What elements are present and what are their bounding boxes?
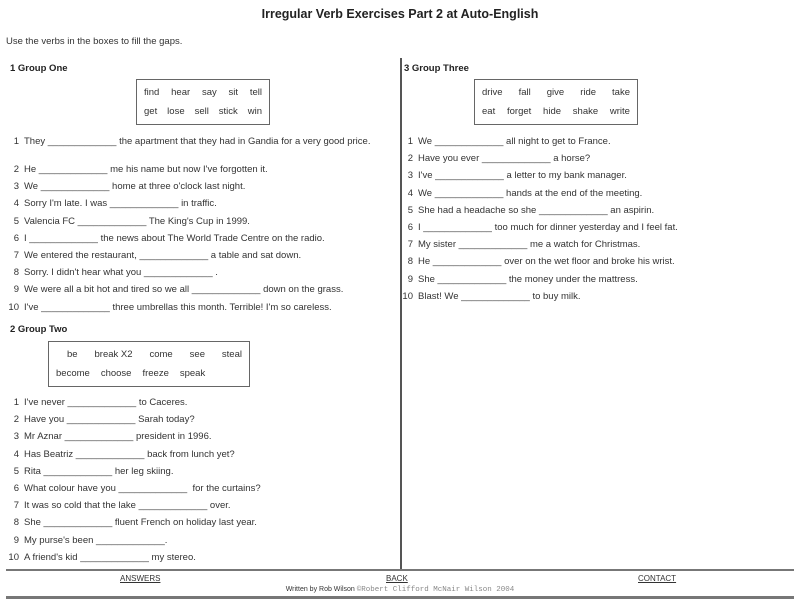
verb: forget	[506, 106, 532, 117]
group-three-section	[404, 63, 469, 74]
group-one-section	[10, 63, 68, 74]
group-three-questions	[402, 135, 792, 307]
question-text: What colour have you _____________ for the curtains?	[24, 482, 261, 494]
question-text: Sorry I'm late. I was _____________ in traffic.	[24, 198, 217, 210]
question-item	[402, 255, 792, 272]
verb: freeze	[142, 368, 169, 379]
question-text: Rita _____________ her leg skiing.	[24, 465, 174, 477]
question-number: 3	[13, 181, 19, 193]
question-number: 3	[13, 431, 19, 443]
question-text: She had a headache so she _____________ an aspirin.	[418, 204, 655, 216]
verb: eat	[482, 106, 496, 117]
question-text: They _____________ the apartment that they had in Gandia for a very good price.	[24, 136, 371, 147]
verb-row	[53, 345, 245, 364]
group-one-heading: 1 Group One	[10, 63, 68, 74]
question-number: 10	[8, 551, 19, 563]
verb: find	[144, 87, 160, 98]
group-three-verb-box	[474, 79, 638, 125]
question-number: 2	[13, 164, 19, 175]
question-number: 1	[13, 136, 19, 147]
copyright-notice: ©Robert Clifford McNair Wilson 2004	[356, 586, 515, 594]
question-item	[8, 180, 398, 197]
question-text: Mr Aznar _____________ president in 1996.	[24, 431, 212, 443]
group-two-section	[10, 324, 67, 335]
verb: hear	[171, 87, 191, 98]
question-text: We entered the restaurant, _____________ a table and sat down.	[24, 249, 302, 261]
question-item	[8, 135, 398, 163]
question-number: 5	[407, 204, 413, 216]
verb: sell	[194, 106, 209, 117]
question-text: My sister _____________ me a watch for Christmas.	[418, 239, 641, 251]
question-text: He _____________ me his name but now I've forgotten it.	[24, 164, 268, 175]
verb: tell	[249, 87, 262, 98]
question-text: We _____________ all night to get to France.	[418, 136, 611, 147]
question-item	[402, 290, 792, 307]
question-text: Sorry. I didn't hear what you _____________ .	[24, 267, 218, 279]
question-number: 2	[13, 414, 19, 426]
question-item	[8, 465, 398, 482]
contact-link[interactable]: CONTACT	[638, 574, 677, 583]
group-two-questions	[8, 396, 398, 568]
question-number: 8	[13, 517, 19, 529]
verb: stick	[218, 106, 238, 117]
footer-top-rule	[6, 569, 794, 571]
verb: get	[144, 106, 158, 117]
question-item	[8, 430, 398, 447]
question-item	[402, 238, 792, 255]
verb: shake	[572, 106, 599, 117]
question-text: I've _____________ three umbrellas this month. Terrible! I'm so careless.	[24, 301, 332, 313]
question-item	[402, 135, 792, 152]
question-item	[8, 448, 398, 465]
question-item	[8, 301, 398, 318]
question-text: My purse's been _____________.	[24, 534, 168, 546]
question-text: I _____________ the news about The World Trade Centre on the radio.	[24, 232, 325, 244]
question-text: She _____________ fluent French on holiday last year.	[24, 517, 257, 529]
question-item	[8, 534, 398, 551]
question-text: I've _____________ a letter to my bank manager.	[418, 170, 627, 182]
question-number: 3	[407, 170, 413, 182]
question-item	[8, 482, 398, 499]
verb: hide	[543, 106, 562, 117]
question-number: 4	[13, 448, 19, 460]
question-text: We _____________ hands at the end of the meeting.	[418, 187, 643, 199]
question-item	[402, 204, 792, 221]
question-number: 6	[13, 232, 19, 244]
group-two-heading: 2 Group Two	[10, 324, 68, 335]
verb: see	[189, 349, 205, 360]
question-number: 10	[8, 301, 19, 313]
question-number: 5	[13, 465, 19, 477]
verb: be	[67, 349, 78, 360]
question-text: I _____________ too much for dinner yesterday and I feel fat.	[418, 221, 678, 233]
group-two-verb-box	[48, 341, 250, 387]
question-number: 1	[13, 397, 19, 408]
question-item	[402, 273, 792, 290]
question-number: 1	[407, 136, 413, 147]
back-link[interactable]: BACK	[386, 574, 408, 583]
verb-row	[141, 83, 265, 102]
question-item	[8, 396, 398, 413]
verb: take	[612, 87, 630, 98]
question-number: 8	[13, 267, 19, 279]
instructions: Use the verbs in the boxes to fill the gaps.	[6, 36, 183, 47]
question-text: Has Beatriz _____________ back from lunch yet?	[24, 448, 235, 460]
footer-bottom-rule	[6, 596, 794, 599]
question-text: A friend's kid _____________ my stereo.	[24, 551, 196, 563]
group-three-heading: 3 Group Three	[404, 63, 469, 74]
question-item	[8, 499, 398, 516]
question-item	[8, 197, 398, 214]
verb: sit	[228, 87, 239, 98]
verb: steal	[221, 349, 242, 360]
question-item	[8, 163, 398, 180]
question-number: 6	[407, 221, 413, 233]
question-item	[8, 232, 398, 249]
verb: write	[609, 106, 630, 117]
question-item	[402, 169, 792, 186]
verb: ride	[580, 87, 597, 98]
group-one-questions	[8, 135, 398, 318]
question-number: 9	[13, 534, 19, 546]
verb: choose	[100, 368, 132, 379]
question-text: We _____________ home at three o'clock last night.	[24, 181, 246, 193]
question-text: Have you ever _____________ a horse?	[418, 153, 591, 165]
question-number: 7	[13, 249, 19, 261]
question-item	[402, 187, 792, 204]
verb-row	[479, 83, 633, 102]
verb: speak	[179, 368, 206, 379]
answers-link[interactable]: ANSWERS	[120, 574, 161, 583]
question-item	[8, 215, 398, 232]
verb: say	[201, 87, 217, 98]
question-number: 7	[407, 239, 413, 251]
credit-line	[0, 586, 800, 594]
verb: drive	[482, 87, 503, 98]
question-item	[8, 551, 398, 568]
question-number: 10	[402, 290, 413, 302]
question-item	[402, 152, 792, 169]
question-item	[8, 283, 398, 300]
group-one-verb-box	[136, 79, 270, 125]
question-item	[8, 266, 398, 283]
author-credit: Written by Rob Wilson	[285, 586, 355, 593]
question-text: Have you _____________ Sarah today?	[24, 414, 195, 426]
question-number: 2	[407, 153, 413, 165]
verb-row	[53, 364, 245, 383]
question-text: She _____________ the money under the mattress.	[418, 273, 638, 285]
question-text: He _____________ over on the wet floor and broke his wrist.	[418, 256, 675, 268]
question-item	[402, 221, 792, 238]
verb: fall	[518, 87, 531, 98]
question-number: 6	[13, 482, 19, 494]
question-item	[8, 413, 398, 430]
question-text: We were all a bit hot and tired so we all _____________ down on the grass.	[24, 284, 344, 296]
question-text: I've never _____________ to Caceres.	[24, 397, 188, 408]
question-text: Blast! We _____________ to buy milk.	[418, 290, 581, 302]
question-number: 9	[13, 284, 19, 296]
question-number: 4	[407, 187, 413, 199]
question-number: 4	[13, 198, 19, 210]
question-number: 7	[13, 500, 19, 512]
verb: lose	[167, 106, 185, 117]
verb: give	[546, 87, 565, 98]
question-number: 5	[13, 215, 19, 227]
question-number: 9	[407, 273, 413, 285]
question-text: It was so cold that the lake _____________ over.	[24, 500, 231, 512]
question-text: Valencia FC _____________ The King's Cup in 1999.	[24, 215, 250, 227]
verb: break X2	[94, 349, 133, 360]
verb: win	[247, 106, 262, 117]
page-title: Irregular Verb Exercises Part 2 at Auto-English	[261, 7, 539, 21]
question-item	[8, 516, 398, 533]
verb-row	[479, 102, 633, 121]
question-item	[8, 249, 398, 266]
verb: come	[149, 349, 173, 360]
question-number: 8	[407, 256, 413, 268]
verb: become	[56, 368, 90, 379]
verb-row	[141, 102, 265, 121]
